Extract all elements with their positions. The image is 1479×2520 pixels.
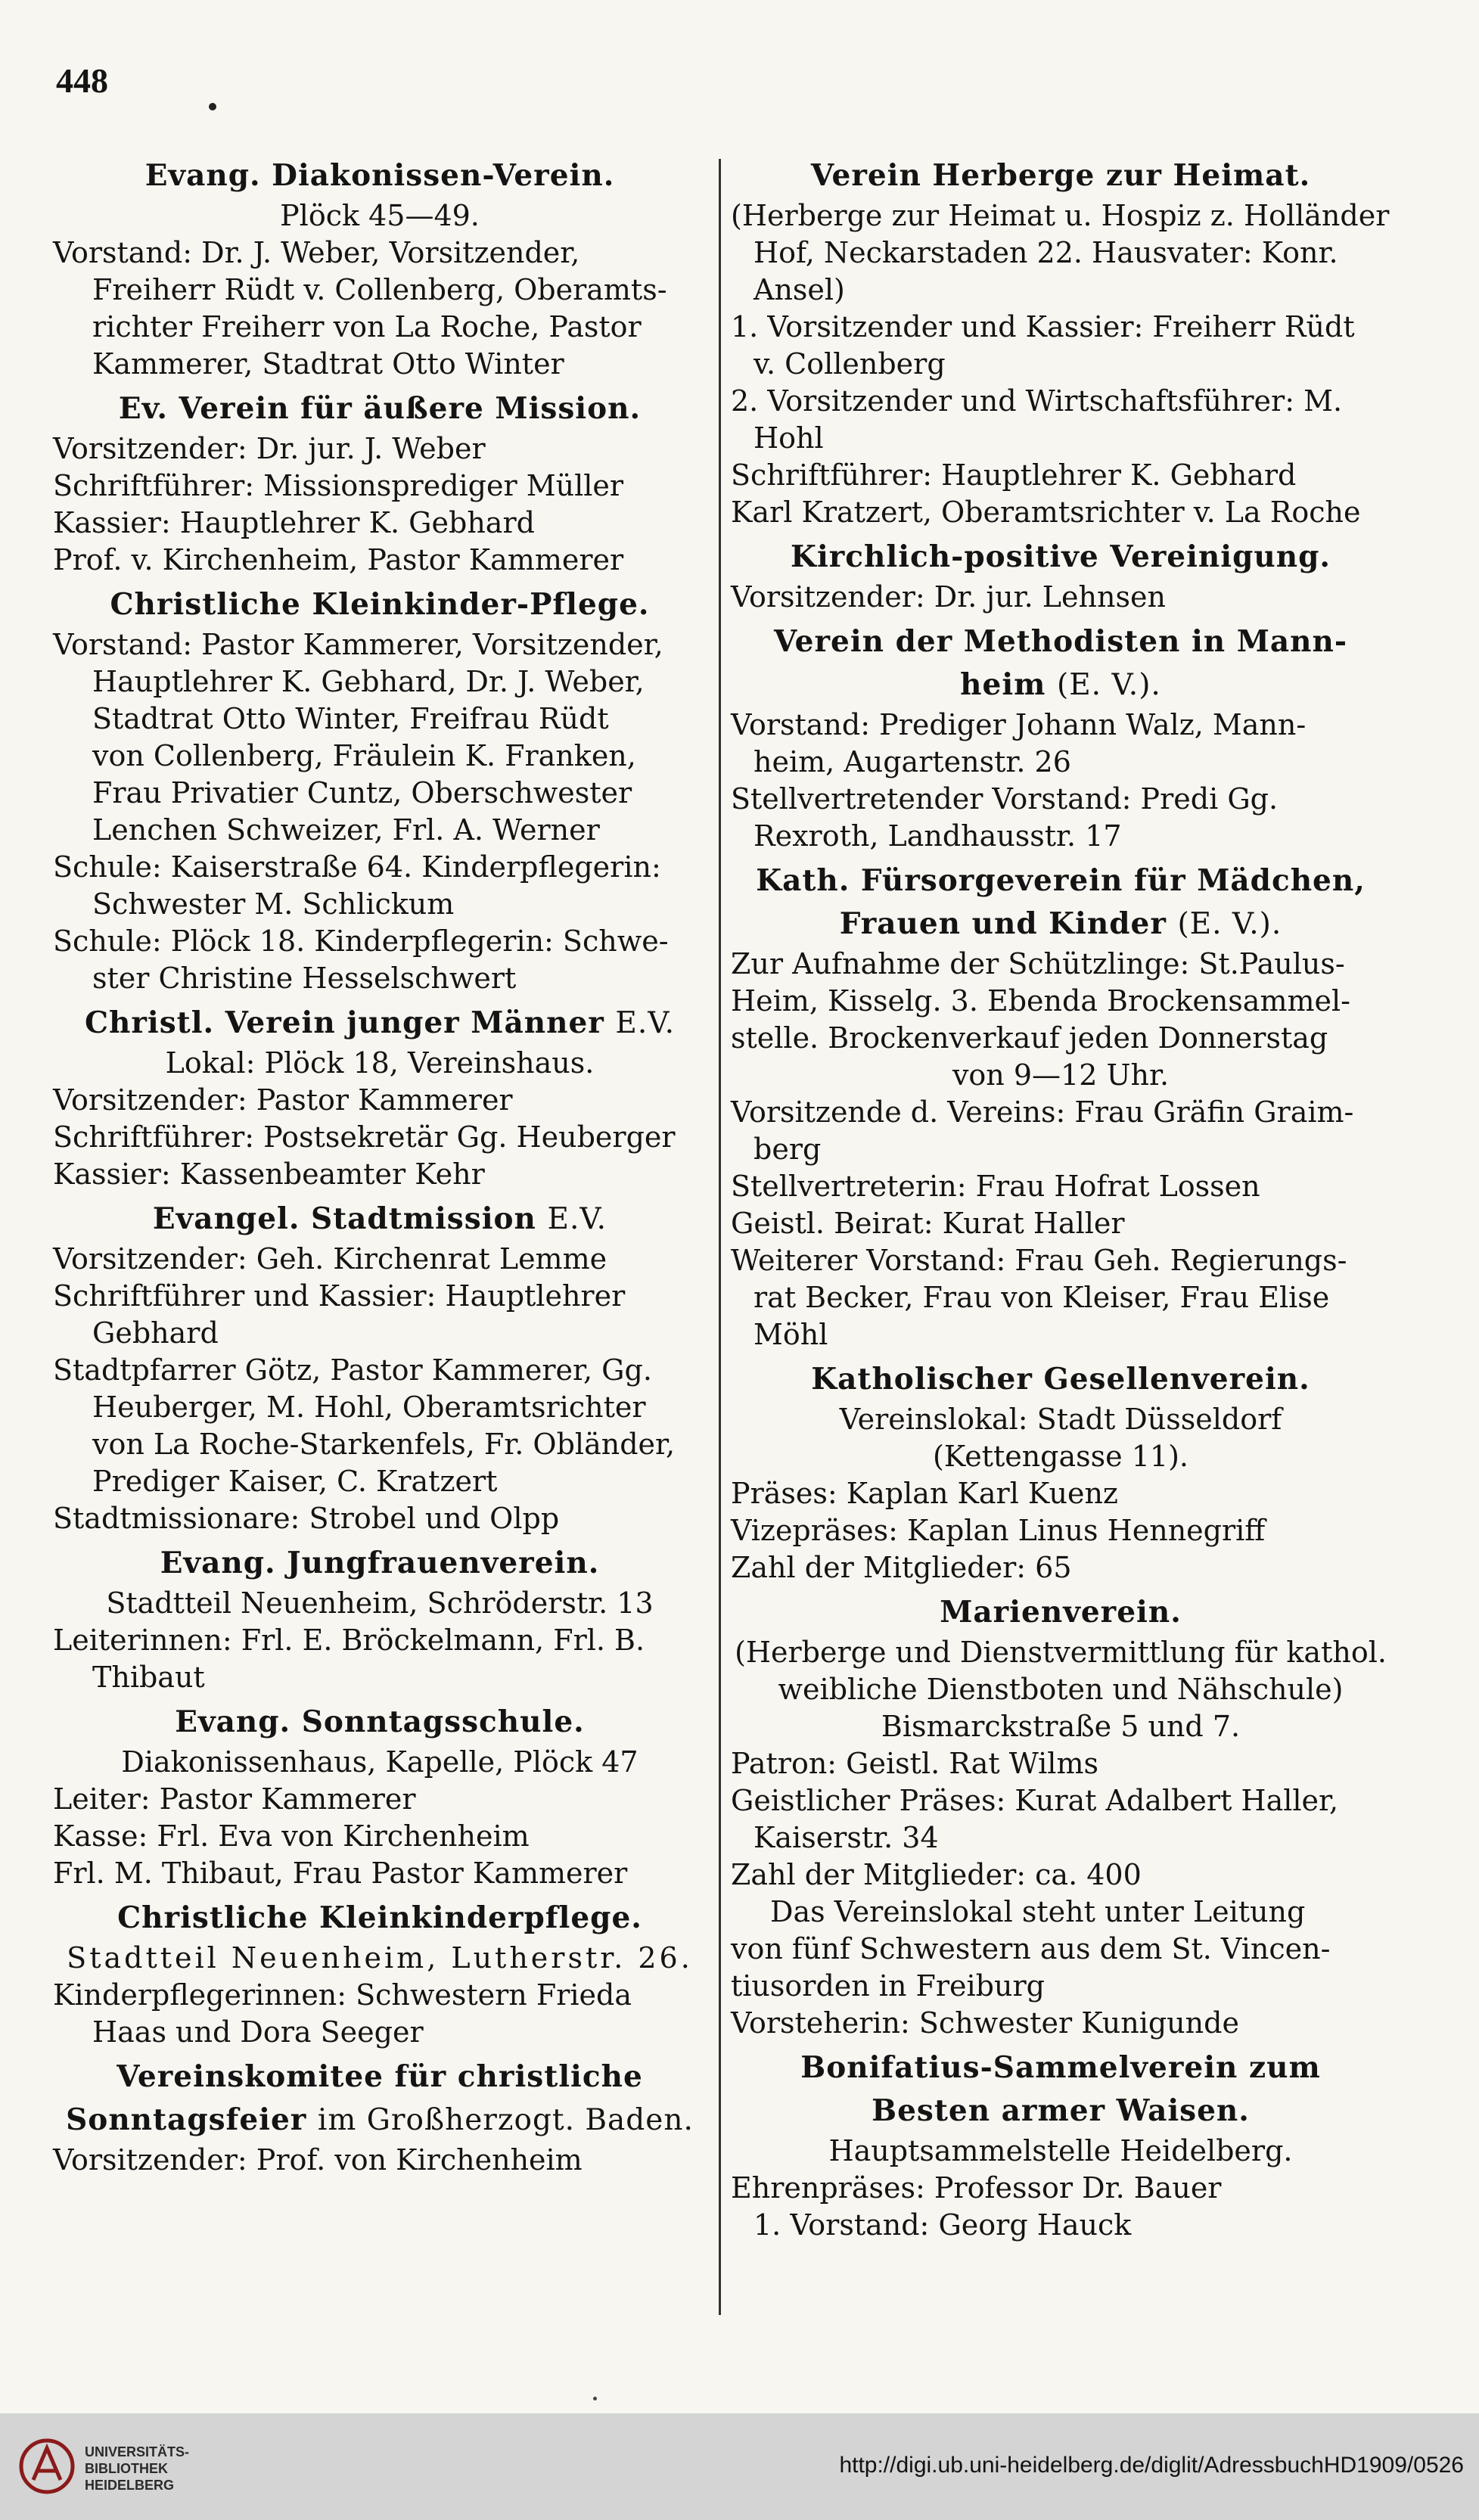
entry-line: Vorsitzende d. Vereins: Frau Gräfin Graim- (731, 1095, 1354, 1129)
column-divider (719, 159, 721, 2315)
entry-line: Hohl (753, 421, 824, 455)
section-address: Vereinslokal: Stadt Düsseldorf (839, 1403, 1282, 1436)
footer-bar (0, 2413, 1479, 2520)
section-title: Evang. Sonntagsschule. (175, 1704, 585, 1739)
section-title-suffix: im Großherzogt. Baden. (317, 2103, 694, 2137)
section-title-suffix: (E. V.). (1177, 907, 1282, 941)
entry-line: Stadtpfarrer Götz, Pastor Kammerer, Gg. (53, 1353, 652, 1387)
entry-line: Vorstand: Prediger Johann Walz, Mann- (731, 708, 1307, 741)
entry-line: Heim, Kisselg. 3. Ebenda Brockensammel- (731, 984, 1351, 1018)
university-seal-icon (17, 2433, 77, 2501)
entry-line: Schriftführer: Missionsprediger Müller (53, 469, 624, 502)
entry-line: Schule: Kaiserstraße 64. Kinderpflegerin: (53, 850, 661, 884)
entry-line: Vorsitzender: Prof. von Kirchenheim (53, 2143, 583, 2177)
section-title: Verein der Methodisten in Mann- (773, 624, 1348, 659)
logo-text-line: UNIVERSITÄTS- (85, 2444, 190, 2459)
section-address: Lokal: Plöck 18, Vereinshaus. (165, 1046, 595, 1080)
section-gesellenverein (731, 1361, 1390, 1586)
entry-line: Stadtmissionare: Strobel und Olpp (53, 1502, 560, 1535)
entry-line: Geistl. Beirat: Kurat Haller (731, 1207, 1125, 1240)
entry-line: Stellvertreterin: Frau Hofrat Lossen (731, 1170, 1260, 1203)
section-stadtmission (53, 1201, 707, 1537)
section-title-text: Evangel. Stadtmission (152, 1201, 536, 1236)
entry-line: Weiterer Vorstand: Frau Geh. Regierungs- (731, 1244, 1347, 1277)
section-title-text: Sonntagsfeier (66, 2102, 307, 2137)
section-title: Kirchlich-positive Vereinigung. (791, 539, 1331, 574)
printer-dot (209, 103, 216, 110)
entry-line: Zur Aufnahme der Schützlinge: St.Paulus- (731, 947, 1345, 980)
entry-line: Heuberger, M. Hohl, Oberamtsrichter (92, 1391, 646, 1424)
entry-line: Schule: Plöck 18. Kinderpflegerin: Schwe- (53, 924, 669, 958)
section-address: Plöck 45—49. (280, 199, 480, 232)
section-diakonissen-verein (53, 157, 707, 383)
entry-line: Vorsitzender: Dr. jur. Lehnsen (731, 580, 1166, 614)
entry-line: Freiherr Rüdt v. Collenberg, Oberamts- (92, 273, 667, 306)
section-address: Stadtteil Neuenheim, Schröderstr. 13 (106, 1586, 654, 1620)
entry-line: Vorsitzender: Geh. Kirchenrat Lemme (53, 1242, 607, 1276)
section-address: (Herberge und Dienstvermittlung für kathol. (735, 1636, 1387, 1669)
entry-line: Vorsitzender: Dr. jur. J. Weber (53, 432, 486, 465)
entry-line: Vorsitzender: Pastor Kammerer (53, 1083, 513, 1117)
entry-line: Präses: Kaplan Karl Kuenz (731, 1477, 1118, 1510)
section-title: Bonifatius-Sammelverein zum (800, 2050, 1321, 2085)
right-column (731, 151, 1390, 2251)
section-herberge-zur-heimat (731, 157, 1390, 531)
section-bonifatius-sammelverein (731, 2049, 1390, 2244)
entry-line: berg (753, 1133, 822, 1166)
section-title (53, 1005, 707, 1042)
entry-line: (Herberge zur Heimat u. Hospiz z. Holländer (731, 199, 1390, 232)
entry-line: von La Roche-Starkenfels, Fr. Obländer, (92, 1428, 676, 1461)
entry-line: Möhl (753, 1318, 828, 1351)
entry-line: Lenchen Schweizer, Frl. A. Werner (92, 813, 600, 847)
library-logo-text (85, 2444, 189, 2494)
logo-text-line: HEIDELBERG (85, 2478, 175, 2493)
section-title-text: Christl. Verein junger Männer (84, 1005, 604, 1040)
section-address: Hauptsammelstelle Heidelberg. (828, 2134, 1293, 2167)
section-kleinkinderpflege-neuenheim (53, 1900, 707, 2051)
section-title-suffix: (E. V.). (1056, 668, 1161, 702)
printer-dot (593, 2397, 597, 2400)
section-title (53, 1201, 707, 1238)
entry-line: Kinderpflegerinnen: Schwestern Frieda (53, 1978, 632, 2012)
section-title: Ev. Verein für äußere Mission. (118, 391, 642, 426)
entry-line: Das Vereinslokal steht unter Leitung (770, 1895, 1306, 1928)
section-address: Bismarckstraße 5 und 7. (881, 1710, 1241, 1743)
section-title-line2 (53, 2102, 707, 2139)
entry-line: Ansel) (753, 273, 845, 306)
entry-line: Prof. v. Kirchenheim, Pastor Kammerer (53, 543, 624, 576)
section-title-suffix: E.V. (615, 1006, 676, 1040)
entry-line: Ehrenpräses: Professor Dr. Bauer (731, 2171, 1222, 2205)
section-title-line2 (731, 667, 1390, 704)
entry-line: Schriftführer und Kassier: Hauptlehrer (53, 1279, 626, 1313)
entry-line: Frau Privatier Cuntz, Oberschwester (92, 776, 632, 809)
section-title: Katholischer Gesellenverein. (811, 1362, 1310, 1397)
section-title-text: Frauen und Kinder (839, 906, 1167, 941)
section-address: Stadtteil Neuenheim, Lutherstr. 26. (67, 1941, 693, 1975)
entry-line: tiusorden in Freiburg (731, 1969, 1045, 2003)
section-title: Kath. Fürsorgeverein für Mädchen, (756, 863, 1366, 898)
entry-line: richter Freiherr von La Roche, Pastor (92, 310, 642, 343)
section-marienverein (731, 1594, 1390, 2042)
entry-line: Leiter: Pastor Kammerer (53, 1782, 416, 1816)
section-sonntagsschule (53, 1704, 707, 1892)
entry-line: Kassier: Hauptlehrer K. Gebhard (53, 506, 535, 539)
source-url-link[interactable]: http://digi.ub.uni-heidelberg.de/diglit/AdressbuchHD1909/0526 (839, 2453, 1464, 2478)
entry-line: Kaiserstr. 34 (753, 1821, 939, 1854)
section-jungfrauenverein (53, 1545, 707, 1696)
entry-line: Patron: Geistl. Rat Wilms (731, 1747, 1098, 1780)
entry-line: v. Collenberg (753, 347, 946, 381)
section-sonntagsfeier (53, 2059, 707, 2179)
entry-line: Kasse: Frl. Eva von Kirchenheim (53, 1819, 530, 1853)
section-title: Evang. Jungfrauenverein. (160, 1546, 600, 1580)
entry-line: Stellvertretender Vorstand: Predi Gg. (731, 782, 1279, 816)
entry-line: Haas und Dora Seeger (92, 2015, 424, 2049)
entry-line: Zahl der Mitglieder: ca. 400 (731, 1858, 1142, 1891)
entry-line: Schriftführer: Hauptlehrer K. Gebhard (731, 458, 1297, 492)
entry-line: 1. Vorsitzender und Kassier: Freiherr Rüdt (731, 310, 1355, 343)
entry-line: von 9—12 Uhr. (952, 1058, 1170, 1092)
section-title-line2 (731, 906, 1390, 943)
entry-line: Schriftführer: Postsekretär Gg. Heuberger (53, 1120, 676, 1154)
entry-line: Rexroth, Landhausstr. 17 (753, 819, 1122, 853)
entry-line: Kammerer, Stadtrat Otto Winter (92, 347, 564, 381)
entry-line: Zahl der Mitglieder: 65 (731, 1551, 1072, 1584)
entry-line: Stadtrat Otto Winter, Freifrau Rüdt (92, 702, 609, 735)
entry-line: Geistlicher Präses: Kurat Adalbert Haller, (731, 1784, 1339, 1817)
entry-line: Vizepräses: Kaplan Linus Hennegriff (731, 1514, 1266, 1547)
page-number: 448 (56, 61, 108, 100)
section-title: Marienverein. (940, 1595, 1182, 1630)
section-aeussere-mission (53, 390, 707, 579)
entry-line: heim, Augartenstr. 26 (753, 745, 1071, 778)
entry-line: Frl. M. Thibaut, Frau Pastor Kammerer (53, 1857, 628, 1890)
section-address: Diakonissenhaus, Kapelle, Plöck 47 (121, 1745, 639, 1779)
entry-line: Vorsteherin: Schwester Kunigunde (731, 2006, 1239, 2040)
entry-line: von fünf Schwestern aus dem St. Vincen- (731, 1932, 1331, 1965)
section-address: weibliche Dienstboten und Nähschule) (778, 1673, 1344, 1706)
entry-line: Thibaut (92, 1661, 205, 1694)
section-methodisten (731, 623, 1390, 855)
logo-text-line: BIBLIOTHEK (85, 2461, 168, 2476)
section-title-text: heim (960, 667, 1046, 702)
section-title: Evang. Diakonissen-Verein. (144, 158, 615, 193)
entry-line: von Collenberg, Fräulein K. Franken, (92, 739, 636, 772)
section-title: Christliche Kleinkinder-Pflege. (110, 587, 650, 622)
entry-line: Leiterinnen: Frl. E. Bröckelmann, Frl. B. (53, 1624, 645, 1657)
entry-line: Hof, Neckarstaden 22. Hausvater: Konr. (753, 236, 1338, 269)
entry-line: 2. Vorsitzender und Wirtschaftsführer: M. (731, 384, 1343, 418)
entry-line: Prediger Kaiser, C. Kratzert (92, 1465, 498, 1498)
entry-line: Karl Kratzert, Oberamtsrichter v. La Roche (731, 496, 1361, 529)
section-title: Christliche Kleinkinderpflege. (117, 1900, 642, 1935)
section-kleinkinder-pflege (53, 586, 707, 997)
entry-line: rat Becker, Frau von Kleiser, Frau Elise (753, 1281, 1330, 1314)
entry-line: Schwester M. Schlickum (92, 887, 455, 921)
left-column (53, 151, 707, 2186)
entry-line: Vorstand: Pastor Kammerer, Vorsitzender, (53, 628, 663, 661)
section-title: Vereinskomitee für christliche (117, 2059, 643, 2094)
section-fuersorgeverein (731, 862, 1390, 1353)
entry-line: Gebhard (92, 1316, 219, 1350)
entry-line: 1. Vorstand: Georg Hauck (753, 2208, 1132, 2242)
entry-line: ster Christine Hesselschwert (92, 962, 517, 995)
section-verein-junger-maenner (53, 1005, 707, 1193)
section-title-suffix: E.V. (547, 1202, 607, 1236)
section-kirchlich-positive (731, 539, 1390, 616)
entry-line: Hauptlehrer K. Gebhard, Dr. J. Weber, (92, 665, 645, 698)
section-address: (Kettengasse 11). (933, 1440, 1188, 1473)
entry-line: stelle. Brockenverkauf jeden Donnerstag (731, 1021, 1328, 1055)
entry-line: Vorstand: Dr. J. Weber, Vorsitzender, (53, 236, 580, 269)
section-title-line2: Besten armer Waisen. (872, 2093, 1250, 2128)
section-title: Verein Herberge zur Heimat. (810, 158, 1311, 193)
entry-line: Kassier: Kassenbeamter Kehr (53, 1157, 485, 1191)
